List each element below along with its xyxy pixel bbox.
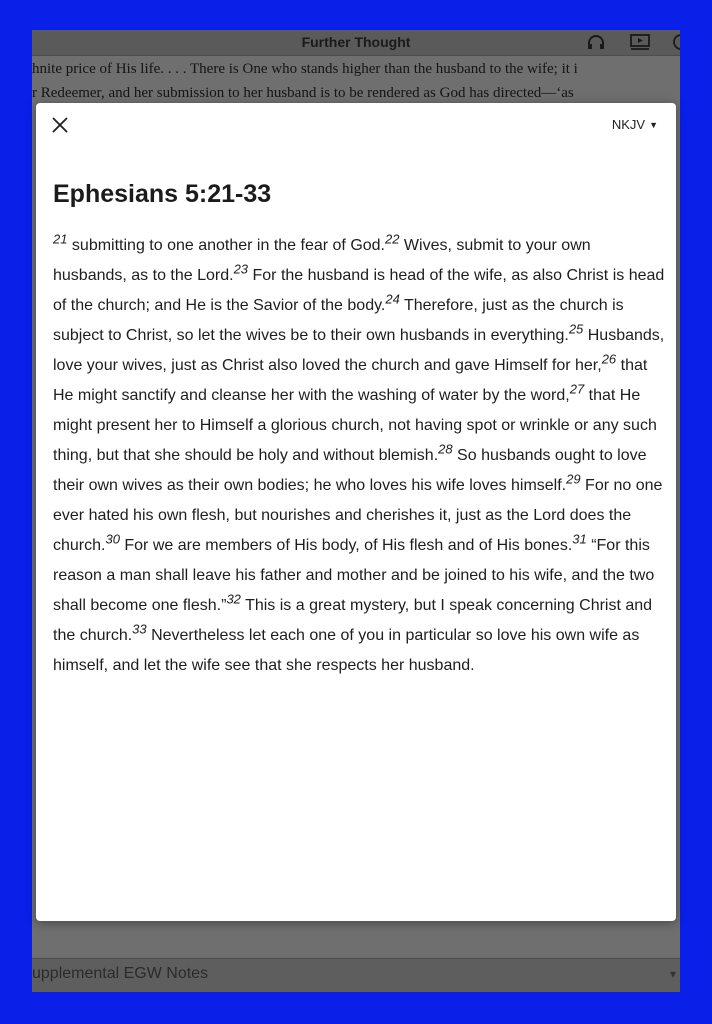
verse-number: 24	[385, 291, 400, 307]
chevron-down-icon: ▾	[669, 967, 676, 981]
video-icon[interactable]	[630, 34, 650, 50]
background-text-line: hnite price of His life. . . . There is One who stands higher than the husband to the wife; it i	[32, 61, 578, 77]
version-selector[interactable]	[612, 117, 658, 132]
verse-text: For we are members of His body, of His flesh and of His bones.	[119, 537, 573, 554]
verse-text: So husbands ought to love their own wives as their own bodies; he who loves his wife loves himself.	[53, 447, 647, 494]
app-header-title: Further Thought	[301, 34, 411, 50]
verse-number: 25	[568, 321, 584, 337]
verse-number: 26	[601, 351, 617, 367]
verse-text: Wives, submit to your own husbands, as to the Lord.	[53, 237, 591, 284]
verse-number: 22	[385, 231, 400, 247]
verse-text: Nevertheless let each one of you in particular so love his own wife as himself, and let the wife see that she respects her husband.	[53, 627, 640, 674]
verse-number: 29	[566, 471, 581, 487]
scripture-modal	[36, 103, 676, 921]
supplemental-notes-label: upplemental EGW Notes	[32, 965, 209, 982]
verse-text: submitting to one another in the fear of God.	[67, 237, 385, 254]
verse-text: “For this reason a man shall leave his father and mother and be joined to his wife, and the two shall become one flesh.”	[53, 537, 655, 614]
close-button[interactable]	[50, 115, 70, 135]
verse-number: 32	[226, 591, 241, 607]
verse-text: Therefore, just as the church is subject to Christ, so let the wives be to their own husbands in everything.	[53, 297, 624, 344]
verse-number: 30	[105, 531, 120, 547]
verse-text: that He might present her to Himself a glorious church, not having spot or wrinkle or any such thing, but that she should be holy and without blemish.	[53, 387, 657, 464]
headphones-icon[interactable]	[587, 34, 605, 50]
background-bottom-bar[interactable]	[32, 958, 680, 992]
verse-number: 33	[132, 621, 147, 637]
verse-number: 28	[438, 441, 453, 457]
verse-text: Husbands, love your wives, just as Christ also loved the church and gave Himself for her,	[53, 327, 665, 374]
verse-text: that He might sanctify and cleanse her with the washing of water by the word,	[53, 357, 648, 404]
verse-text: For no one ever hated his own flesh, but nourishes and cherishes it, just as the Lord does the church.	[53, 477, 663, 554]
background-text-line: r Redeemer, and her submission to her husband is to be rendered as God has directed—‘as	[32, 85, 574, 101]
version-label: NKJV	[611, 117, 646, 132]
verse-number: 23	[233, 261, 249, 277]
passage-title: Ephesians 5:21-33	[53, 180, 272, 208]
passage-text	[53, 231, 665, 681]
caret-down-icon: ▼	[649, 119, 658, 130]
info-icon[interactable]	[673, 34, 680, 50]
verse-number: 31	[572, 531, 587, 547]
verse-number: 27	[569, 381, 585, 397]
verse-text: For the husband is head of the wife, as also Christ is head of the church; and He is the Savior of the body.	[53, 267, 665, 314]
close-icon	[50, 115, 70, 135]
verse-text: This is a great mystery, but I speak concerning Christ and the church.	[53, 597, 653, 644]
app-header	[32, 30, 680, 56]
verse-number: 21	[53, 231, 68, 247]
